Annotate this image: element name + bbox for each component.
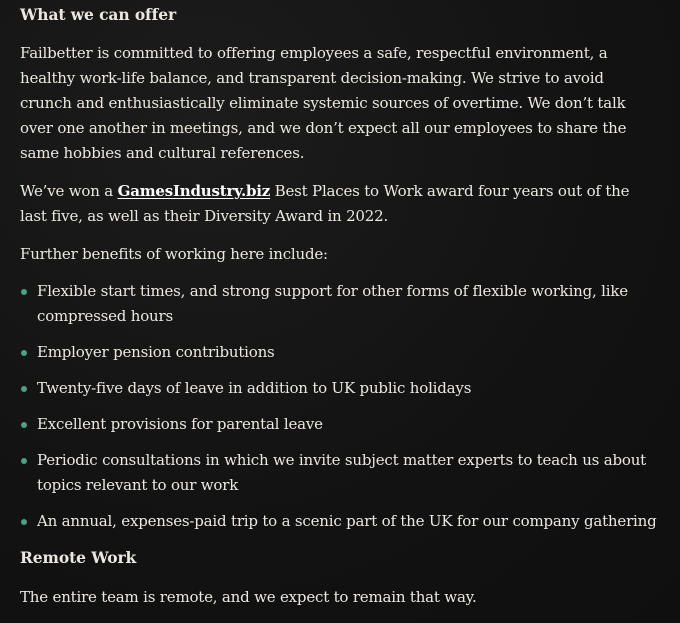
offer-heading: What we can offer <box>20 5 177 24</box>
benefit-text: Excellent provisions for parental leave <box>37 415 323 433</box>
benefit-list-item <box>20 509 660 534</box>
benefit-text: Employer pension contributions <box>37 343 275 361</box>
bullet-dot-icon <box>21 350 27 356</box>
benefits-lead-paragraph: Further benefits of working here include: <box>20 245 328 263</box>
benefit-text: Flexible start times, and strong support for other forms of flexible working, like compressed hours <box>37 282 628 325</box>
benefits-list <box>20 279 660 534</box>
gamesindustry-link[interactable]: GamesIndustry.biz <box>117 182 271 200</box>
benefit-list-item <box>20 448 660 498</box>
benefit-text: Twenty-five days of leave in addition to UK public holidays <box>37 379 472 397</box>
remote-work-heading: Remote Work <box>20 548 137 567</box>
bullet-dot-icon <box>21 386 27 392</box>
offer-intro-paragraph: Failbetter is committed to offering employees a safe, respectful environment, a healthy work-life balance, and transparent decision-making. We strive to avoid crunch and enthusiastically eliminate systemic sources of overtime. We don’t talk over one another in meetings, and we don’t expect all our employees to share the same hobbies and cultural references. <box>20 44 627 162</box>
bullet-dot-icon <box>21 422 27 428</box>
bullet-dot-icon <box>21 289 27 295</box>
benefit-list-item <box>20 376 660 401</box>
award-text-after: Best Places to Work award four years out of the last five, as well as their Diversity Award in 2022. <box>20 182 630 225</box>
benefit-list-item <box>20 279 660 329</box>
bullet-dot-icon <box>21 458 27 464</box>
benefit-list-item <box>20 412 660 437</box>
award-text-before: We’ve won a <box>20 182 118 200</box>
bullet-dot-icon <box>21 519 27 525</box>
benefit-text: Periodic consultations in which we invite subject matter experts to teach us about topics relevant to our work <box>37 451 647 494</box>
remote-work-paragraph: The entire team is remote, and we expect to remain that way. <box>20 588 477 606</box>
award-paragraph <box>20 179 660 229</box>
benefit-list-item <box>20 340 660 365</box>
benefit-text: An annual, expenses-paid trip to a scenic part of the UK for our company gathering <box>37 512 657 530</box>
